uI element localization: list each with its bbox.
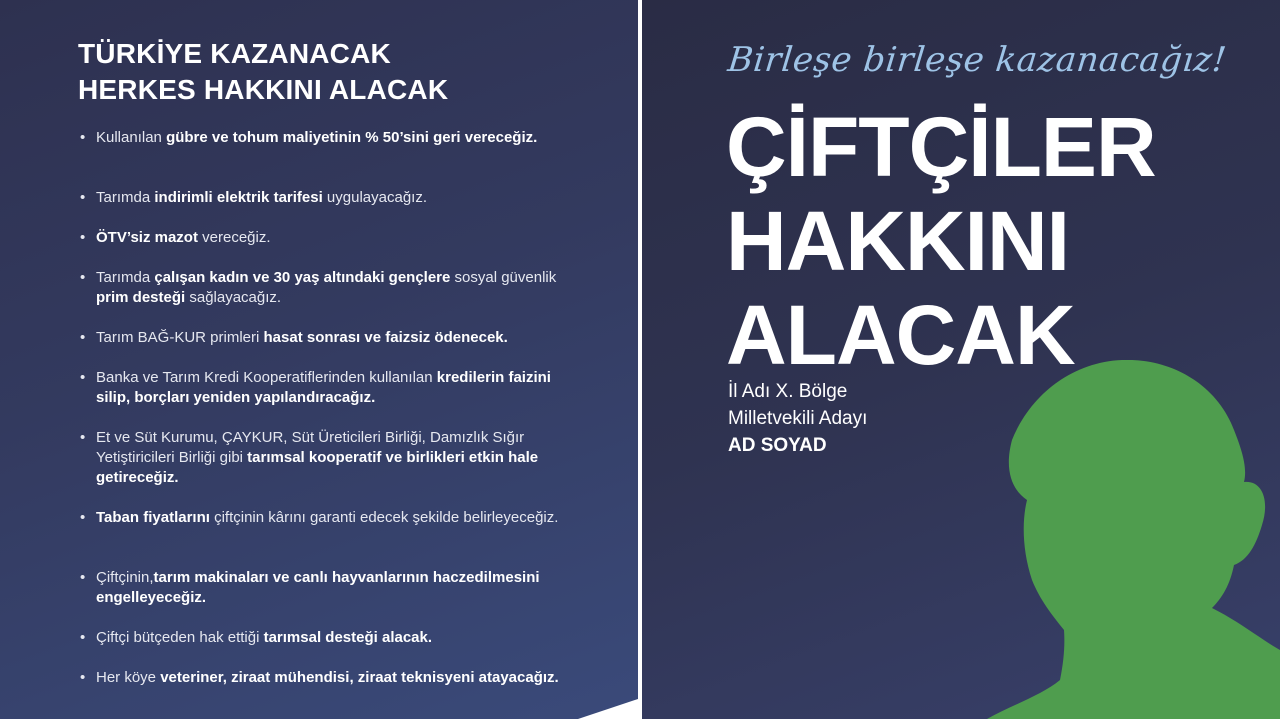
right-poster-panel — [642, 0, 1280, 719]
promise-text-bold: çalışan kadın ve 30 yaş altındaki gençlere — [154, 269, 451, 286]
promise-item — [78, 428, 568, 488]
promise-text: Et ve Süt Kurumu, ÇAYKUR, Süt Üreticileri Birliği, Damızlık Sığır Yetiştiricileri Birliği gibi — [96, 429, 525, 466]
promise-text: Tarımda — [96, 189, 155, 206]
promise-item — [78, 668, 568, 688]
headline-line-2: HAKKINI — [726, 194, 1069, 288]
headline — [726, 100, 1156, 382]
promise-text-bold: gübre ve tohum maliyetinin % 50’sini geri vereceğiz. — [166, 129, 538, 146]
promise-text-bold: Taban fiyatlarını — [96, 509, 210, 526]
promise-text-bold: veteriner, ziraat mühendisi, ziraat teknisyeni atayacağız. — [160, 669, 559, 686]
promise-text: Tarım BAĞ-KUR primleri — [96, 329, 264, 346]
promise-text: çiftçinin kârını garanti edecek şekilde belirleyeceğiz. — [209, 509, 559, 526]
promise-text-bold: ÖTV’siz mazot — [96, 229, 198, 246]
promise-text: Kullanılan — [96, 129, 167, 146]
promise-item — [78, 228, 568, 248]
promise-text-bold: tarımsal kooperatif ve birlikleri etkin hale getireceğiz. — [96, 449, 539, 486]
promise-item — [78, 268, 568, 308]
left-title — [78, 36, 448, 108]
slogan: Birleşe birleşe kazanacağız! — [725, 40, 1229, 80]
promise-item — [78, 508, 568, 528]
promise-text: Banka ve Tarım Kredi Kooperatiflerinden kullanılan — [96, 369, 437, 386]
promise-text: uygulayacağız. — [322, 189, 427, 206]
promise-text-bold: kredilerin faizini silip, borçları yeniden yapılandıracağız. — [96, 369, 551, 406]
person-silhouette-icon — [972, 360, 1280, 719]
promise-text: sağlayacağız. — [185, 289, 282, 306]
candidate-role: Milletvekili Adayı — [728, 408, 868, 429]
promise-text-bold: hasat sonrası ve faizsiz ödenecek. — [263, 329, 508, 346]
candidate-name: AD SOYAD — [728, 435, 827, 456]
left-title-line-1: TÜRKİYE KAZANACAK — [78, 38, 391, 69]
promise-text: Çiftçinin, — [96, 569, 154, 586]
promise-text: Tarımda — [96, 269, 155, 286]
left-title-line-2: HERKES HAKKINI ALACAK — [78, 74, 449, 105]
promise-text: vereceğiz. — [197, 229, 271, 246]
corner-divider — [578, 699, 638, 719]
promise-item — [78, 188, 568, 208]
promise-item — [78, 328, 568, 348]
promise-text: sosyal güvenlik — [450, 269, 557, 286]
promise-item — [78, 628, 568, 648]
headline-line-1: ÇİFTÇİLER — [726, 100, 1156, 194]
candidate-info — [728, 378, 867, 459]
promise-text: Çiftçi bütçeden hak ettiği — [96, 629, 264, 646]
candidate-region: İl Adı X. Bölge — [728, 381, 848, 402]
promise-item — [78, 568, 568, 608]
promise-text-bold: prim desteği — [96, 289, 186, 306]
promise-text-bold: indirimli elektrik tarifesi — [154, 189, 323, 206]
promise-text-bold: tarımsal desteği alacak. — [263, 629, 433, 646]
promise-item — [78, 368, 568, 408]
headline-line-3: ALACAK — [726, 288, 1075, 382]
promise-text: Her köye — [96, 669, 161, 686]
promise-text-bold: tarım makinaları ve canlı hayvanlarının haczedilmesini engelleyeceğiz. — [96, 569, 540, 606]
promise-item — [78, 128, 568, 148]
left-poster-panel — [0, 0, 638, 719]
